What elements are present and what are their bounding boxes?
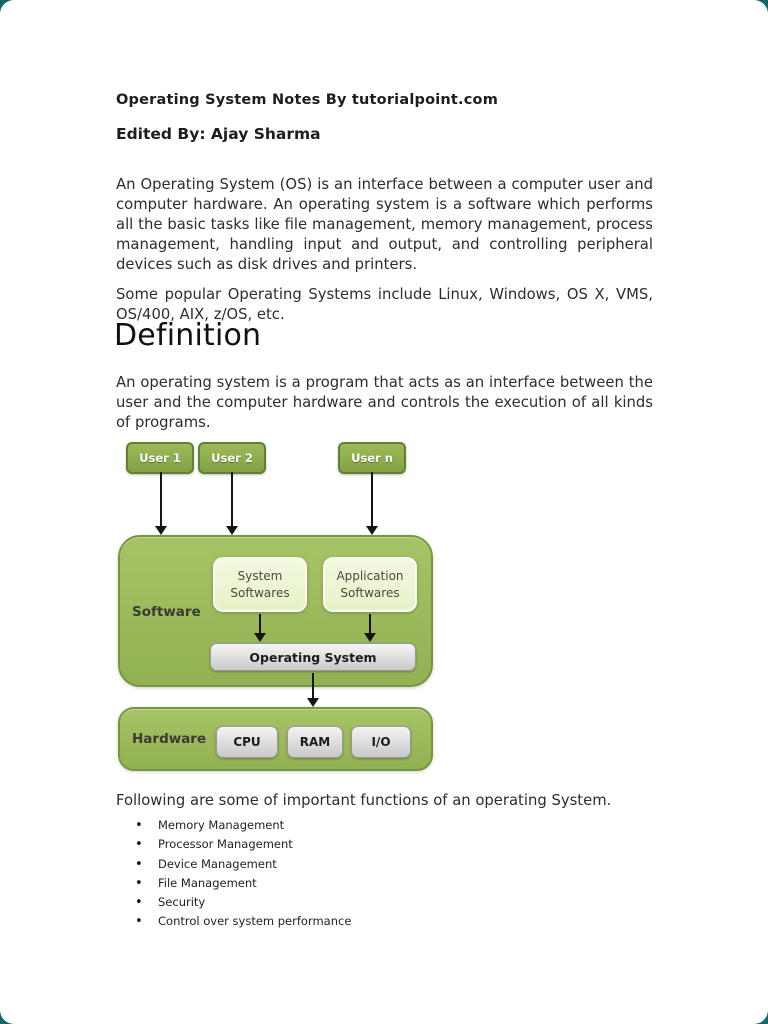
- io-box: I/O: [351, 726, 411, 758]
- examples-paragraph: Some popular Operating Systems include Linux, Windows, OS X, VMS, OS/400, AIX, z/OS, etc.: [116, 285, 653, 323]
- down-arrow-icon: [226, 472, 238, 535]
- definition-heading: Definition: [114, 318, 262, 353]
- list-item: • Memory Management: [135, 816, 535, 835]
- user1-box: User 1: [126, 442, 194, 474]
- list-item: • Processor Management: [135, 835, 535, 854]
- list-item: • Device Management: [135, 855, 535, 874]
- functions-intro: Following are some of important functions of an operating System.: [116, 791, 612, 809]
- intro-paragraph: An Operating System (OS) is an interface between a computer user and computer hardware. An operating system is a software which performs all the basic tasks like file management, memory management, process management, handling input and output, and controlling peripheral devices such as disk drives and printers.: [116, 175, 653, 273]
- application-softwares-box: Application Softwares: [323, 557, 417, 612]
- down-arrow-icon: [155, 472, 167, 535]
- list-item: • Control over system performance: [135, 912, 535, 931]
- list-item: • File Management: [135, 874, 535, 893]
- os-architecture-diagram: [118, 440, 434, 776]
- doc-title: Operating System Notes By tutorialpoint.com: [116, 92, 499, 108]
- down-arrow-icon: [364, 614, 376, 642]
- cpu-box: CPU: [216, 726, 278, 758]
- usern-box: User n: [338, 442, 406, 474]
- down-arrow-icon: [254, 614, 266, 642]
- down-arrow-icon: [307, 673, 319, 707]
- functions-list: [135, 816, 535, 932]
- doc-edited-by: Edited By: Ajay Sharma: [116, 125, 321, 143]
- ram-box: RAM: [287, 726, 343, 758]
- definition-paragraph: An operating system is a program that acts as an interface between the user and the computer hardware and controls the execution of all kinds of programs.: [116, 373, 653, 431]
- system-softwares-box: System Softwares: [213, 557, 307, 612]
- user2-box: User 2: [198, 442, 266, 474]
- list-item: • Security: [135, 893, 535, 912]
- software-label: Software: [132, 604, 201, 620]
- down-arrow-icon: [366, 472, 378, 535]
- hardware-label: Hardware: [132, 731, 207, 747]
- operating-system-bar: Operating System: [210, 643, 416, 671]
